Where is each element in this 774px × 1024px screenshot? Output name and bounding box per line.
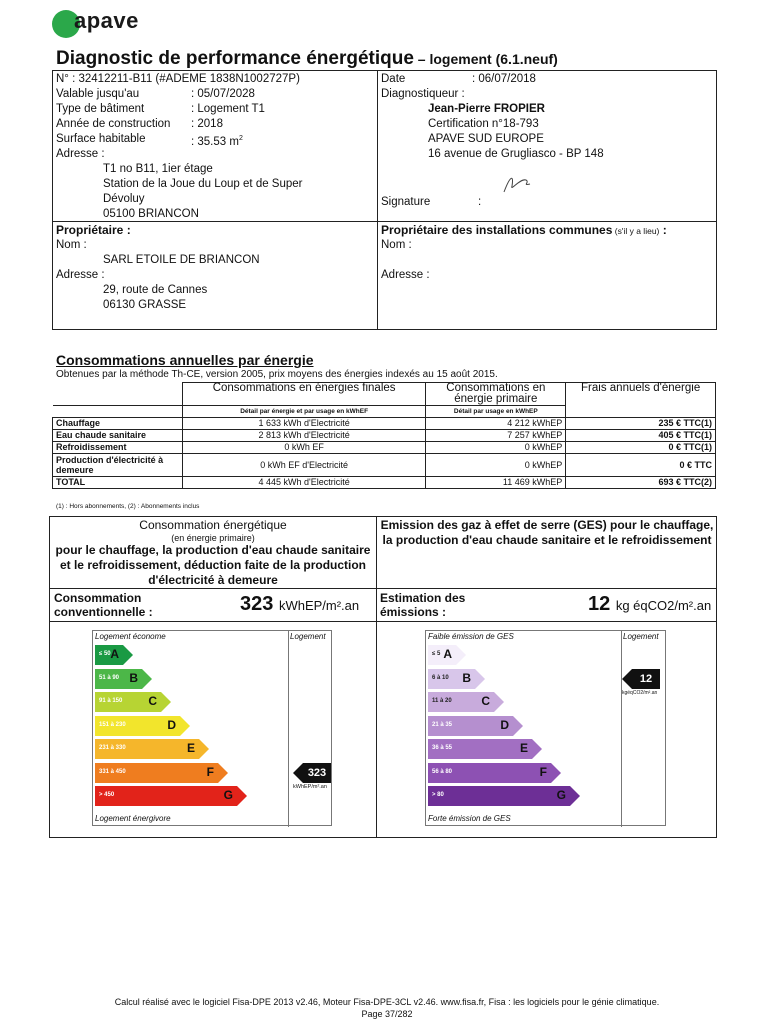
logo-text: apave bbox=[74, 8, 139, 33]
ges-col-label: Logement bbox=[623, 632, 659, 641]
row-ef: 2 813 kWh d'Electricité bbox=[182, 430, 426, 442]
class-arrow-tip bbox=[456, 645, 466, 665]
diag-name: Jean-Pierre FROPIER bbox=[428, 103, 545, 115]
signature-colon: : bbox=[478, 196, 482, 208]
valable-value: : 05/07/2028 bbox=[191, 88, 255, 100]
owner-nom-label: Nom : bbox=[56, 239, 87, 251]
energy-scale bbox=[92, 630, 332, 826]
row-ep: 7 257 kWhEP bbox=[426, 430, 566, 442]
row-label: Chauffage bbox=[53, 418, 183, 430]
consumption-table bbox=[52, 382, 716, 489]
labels-divider bbox=[376, 516, 377, 838]
row-label: Refroidissement bbox=[53, 442, 183, 454]
table-row bbox=[53, 418, 716, 430]
class-arrow-tip bbox=[532, 739, 542, 759]
class-letter: A bbox=[110, 647, 119, 661]
ges-header: Emission des gaz à effet de serre (GES) pour le chauffage, la production d'eau chaude sanitaire et le refroidissement bbox=[380, 518, 714, 547]
energy-header bbox=[52, 518, 374, 588]
ges-top-label: Faible émission de GES bbox=[428, 632, 514, 641]
row-ef: 0 kWh EF bbox=[182, 442, 426, 454]
class-letter: G bbox=[556, 788, 566, 802]
col-ep-header: Consommations en énergie primaire bbox=[426, 383, 566, 406]
sub-ef-header: Détail par énergie et par usage en kWhEF bbox=[182, 406, 426, 418]
footer-page: Page 37/282 bbox=[361, 1009, 413, 1019]
energy-head2: (en énergie primaire) bbox=[171, 533, 255, 543]
row-label: TOTAL bbox=[53, 477, 183, 489]
owner-adresse-line: 29, route de Cannes bbox=[103, 284, 208, 296]
table-row bbox=[53, 477, 716, 489]
empty-header-cell bbox=[53, 383, 183, 406]
common-adresse-label: Adresse : bbox=[381, 269, 430, 281]
class-arrow-tip bbox=[475, 669, 485, 689]
class-range: > 80 bbox=[432, 792, 444, 798]
class-range: 6 à 10 bbox=[432, 674, 449, 681]
energy-scale-divider bbox=[288, 631, 289, 827]
row-ep: 4 212 kWhEP bbox=[426, 418, 566, 430]
class-range: 91 à 150 bbox=[99, 698, 123, 704]
surface-label: Surface habitable bbox=[56, 133, 146, 145]
energy-head3: pour le chauffage, la production d'eau chaude sanitaire et le refroidissement, déduction faite de la production d'électricité à demeure bbox=[55, 543, 371, 587]
common-nom-label: Nom : bbox=[381, 239, 412, 251]
row-label: Eau chaude sanitaire bbox=[53, 430, 183, 442]
class-range: > 450 bbox=[99, 792, 115, 798]
class-bar-d bbox=[95, 716, 180, 736]
diag-label: Diagnostiqueur : bbox=[381, 88, 465, 100]
adresse-line: T1 no B11, 1ier étage bbox=[103, 163, 213, 175]
row-cost: 0 € TTC bbox=[566, 454, 716, 477]
class-arrow-tip bbox=[494, 692, 504, 712]
class-letter: C bbox=[481, 694, 490, 708]
ges-scale bbox=[425, 630, 666, 826]
row-cost: 235 € TTC(1) bbox=[566, 418, 716, 430]
consumption-title: Consommations annuelles par énergie bbox=[56, 352, 314, 368]
footer-line1: Calcul réalisé avec le logiciel Fisa-DPE 2013 v2.46, Moteur Fisa-DPE-3CL v2.46. www.fisa.fr, Fisa : les logiciels pour le génie climatique. bbox=[114, 997, 660, 1007]
row-ep: 11 469 kWhEP bbox=[426, 477, 566, 489]
owner-adresse-line: 06130 GRASSE bbox=[103, 299, 187, 311]
class-bar-f bbox=[95, 763, 218, 783]
row-ef: 1 633 kWh d'Electricité bbox=[182, 418, 426, 430]
class-range: 11 à 20 bbox=[432, 698, 452, 704]
table-row bbox=[53, 430, 716, 442]
class-bar-g bbox=[95, 786, 237, 806]
adresse-label: Adresse : bbox=[56, 148, 105, 160]
labels-hline1 bbox=[49, 588, 717, 589]
type-label: Type de bâtiment bbox=[56, 103, 145, 115]
class-range: 36 à 55 bbox=[432, 745, 453, 751]
class-bar-g bbox=[428, 786, 570, 806]
class-arrow-tip bbox=[161, 692, 171, 712]
row-label: Production d'électricité à demeure bbox=[53, 454, 183, 477]
class-range: 151 à 230 bbox=[99, 721, 126, 728]
valable-label: Valable jusqu'au bbox=[56, 88, 140, 100]
dpe-number: N° : 32412211-B11 (#ADEME 1838N1002727P) bbox=[56, 73, 300, 85]
adresse-line: Station de la Joue du Loup et de Super bbox=[103, 178, 303, 190]
class-arrow-tip bbox=[199, 739, 209, 759]
empty-subheader-cell bbox=[53, 406, 183, 418]
class-bar-a bbox=[95, 645, 123, 665]
consumption-subtitle: Obtenues par la méthode Th-CE, version 2005, prix moyens des énergies indexés au 15 août 2015. bbox=[56, 369, 498, 380]
class-arrow-tip bbox=[551, 763, 561, 783]
class-range: 331 à 450 bbox=[99, 768, 126, 775]
class-bar-a bbox=[428, 645, 456, 665]
row-ef: 0 kWh EF d'Electricité bbox=[182, 454, 426, 477]
class-letter: F bbox=[206, 764, 214, 779]
energy-bottom-label: Logement énergivore bbox=[95, 814, 171, 823]
type-value: : Logement T1 bbox=[191, 103, 265, 115]
class-range: ≤ 50 bbox=[99, 651, 111, 657]
common-owner-title: Propriétaire des installations communes (s'il y a lieu) : bbox=[381, 223, 667, 237]
class-bar-b bbox=[428, 669, 475, 689]
class-arrow-tip bbox=[218, 763, 228, 783]
class-bar-f bbox=[428, 763, 551, 783]
class-bar-d bbox=[428, 716, 513, 736]
page-title bbox=[56, 48, 558, 70]
class-bar-c bbox=[95, 692, 161, 712]
class-bar-e bbox=[428, 739, 532, 759]
energy-label: Consommation conventionnelle : bbox=[54, 591, 153, 619]
class-arrow-tip bbox=[237, 786, 247, 806]
title-sub: – logement (6.1.neuf) bbox=[413, 51, 558, 67]
row-ep: 0 kWhEP bbox=[426, 442, 566, 454]
ges-marker-unit: kgéqCO2/m².an bbox=[622, 689, 658, 696]
table-row bbox=[53, 454, 716, 477]
energy-head1: Consommation énergétique bbox=[139, 518, 287, 532]
energy-value: 323 kWhEP/m².an bbox=[240, 593, 360, 615]
class-range: 51 à 90 bbox=[99, 674, 120, 681]
class-letter: G bbox=[223, 788, 233, 802]
class-letter: E bbox=[186, 741, 195, 755]
class-bar-e bbox=[95, 739, 199, 759]
owner-title: Propriétaire : bbox=[56, 223, 131, 237]
labels-hline2 bbox=[49, 621, 717, 622]
class-letter: B bbox=[462, 670, 471, 685]
diag-cert: Certification n°18-793 bbox=[428, 118, 539, 130]
class-letter: C bbox=[148, 694, 157, 708]
class-range: 231 à 330 bbox=[99, 745, 126, 751]
class-letter: B bbox=[129, 670, 138, 685]
signature-label: Signature bbox=[381, 196, 431, 208]
ges-scale-divider bbox=[621, 631, 622, 827]
footer bbox=[0, 996, 774, 1020]
title-main: Diagnostic de performance énergétique bbox=[56, 48, 414, 69]
class-arrow-tip bbox=[180, 716, 190, 736]
annee-value: : 2018 bbox=[191, 118, 223, 130]
row-cost: 0 € TTC(1) bbox=[566, 442, 716, 454]
sub-ep-header: Détail par usage en kWhEP bbox=[426, 406, 566, 418]
adresse-line: 05100 BRIANCON bbox=[103, 208, 199, 220]
class-letter: D bbox=[167, 717, 176, 732]
energy-marker-unit: kWhEP/m².an bbox=[293, 783, 327, 790]
table-note: (1) : Hors abonnements, (2) : Abonnements inclus bbox=[56, 503, 200, 510]
ges-marker-value: 12 bbox=[632, 669, 660, 689]
class-bar-c bbox=[428, 692, 494, 712]
class-arrow-tip bbox=[513, 716, 523, 736]
diag-company: APAVE SUD EUROPE bbox=[428, 133, 544, 145]
row-cost: 405 € TTC(1) bbox=[566, 430, 716, 442]
col-cost-header: Frais annuels d'énergie bbox=[566, 383, 716, 418]
apave-logo bbox=[52, 8, 172, 40]
class-range: 21 à 35 bbox=[432, 721, 453, 728]
class-letter: F bbox=[539, 764, 547, 779]
class-bar-b bbox=[95, 669, 142, 689]
diag-address: 16 avenue de Grugliasco - BP 148 bbox=[428, 148, 604, 160]
class-letter: A bbox=[443, 647, 452, 661]
class-arrow-tip bbox=[123, 645, 133, 665]
class-range: ≤ 5 bbox=[432, 651, 441, 657]
adresse-line: Dévoluy bbox=[103, 193, 145, 205]
class-arrow-tip bbox=[570, 786, 580, 806]
ges-value: 12 kg éqCO2/m².an bbox=[588, 593, 712, 615]
energy-top-label: Logement économe bbox=[95, 632, 166, 641]
energy-marker-value: 323 bbox=[303, 763, 331, 783]
ges-label: Estimation des émissions : bbox=[380, 591, 466, 619]
date-label: Date bbox=[381, 73, 406, 85]
row-cost: 693 € TTC(2) bbox=[566, 477, 716, 489]
class-range: 56 à 80 bbox=[432, 768, 453, 775]
energy-marker bbox=[293, 763, 331, 790]
class-letter: E bbox=[519, 741, 528, 755]
class-arrow-tip bbox=[142, 669, 152, 689]
ges-bottom-label: Forte émission de GES bbox=[428, 814, 511, 823]
signature-scribble bbox=[500, 172, 534, 196]
surface-value: : 35.53 $m^2$ bbox=[191, 135, 243, 148]
col-ef-header: Consommations en énergies finales bbox=[182, 383, 426, 406]
class-letter: D bbox=[500, 717, 509, 732]
energy-col-label: Logement bbox=[290, 632, 326, 641]
table-row bbox=[53, 442, 716, 454]
owner-adresse-label: Adresse : bbox=[56, 269, 105, 281]
owner-nom-value: SARL ETOILE DE BRIANCON bbox=[103, 254, 260, 266]
ges-marker bbox=[622, 669, 664, 696]
row-ep: 0 kWhEP bbox=[426, 454, 566, 477]
row-ef: 4 445 kWh d'Electricité bbox=[182, 477, 426, 489]
annee-label: Année de construction bbox=[56, 118, 171, 130]
date-value: : 06/07/2018 bbox=[472, 73, 536, 85]
